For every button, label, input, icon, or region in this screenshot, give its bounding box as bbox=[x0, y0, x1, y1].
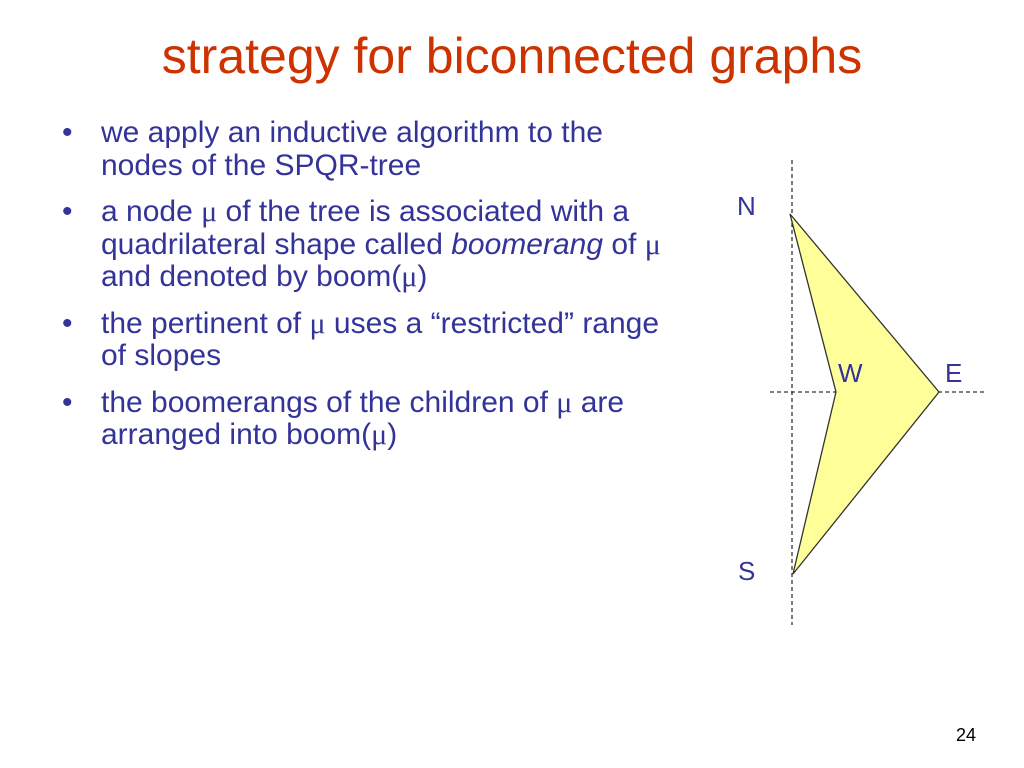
bullet-marker: • bbox=[62, 306, 73, 340]
bullet-marker: • bbox=[62, 195, 73, 228]
mu-symbol: μ bbox=[644, 227, 661, 261]
east-label: E bbox=[945, 358, 963, 388]
bullet-text: a node bbox=[101, 195, 202, 228]
bullet-text: ) bbox=[417, 260, 428, 293]
west-label: W bbox=[838, 358, 863, 388]
bullet-marker: • bbox=[62, 385, 73, 419]
mu-symbol: μ bbox=[201, 195, 218, 228]
bullet-text: ) bbox=[387, 418, 398, 451]
bullet-text: the pertinent of bbox=[101, 306, 310, 340]
bullet-marker: • bbox=[62, 116, 73, 149]
slide-title: strategy for biconnected graphs bbox=[161, 28, 863, 84]
bullet-text: and denoted by boom( bbox=[101, 260, 402, 293]
bullet-text: of bbox=[603, 227, 645, 261]
north-label: N bbox=[737, 191, 756, 221]
boomerang-shape bbox=[790, 214, 939, 574]
mu-symbol: μ bbox=[371, 418, 388, 451]
bullet-text: uses a “restricted” range of slopes bbox=[101, 306, 660, 372]
mu-symbol: μ bbox=[401, 260, 418, 293]
page-number: 24 bbox=[955, 725, 976, 745]
bullet-text: the boomerangs of the children of bbox=[101, 385, 557, 419]
bullet-text: we apply an inductive algorithm to the nodes of the SPQR-tree bbox=[101, 116, 603, 182]
bullet-text: are arranged into boom( bbox=[101, 385, 625, 451]
mu-symbol: μ bbox=[309, 306, 326, 340]
boomerang-emphasis: boomerang bbox=[451, 227, 604, 261]
south-label: S bbox=[738, 556, 756, 586]
mu-symbol: μ bbox=[556, 385, 573, 419]
bullet-text: of the tree is associated with a quadrilateral shape called bbox=[101, 195, 630, 261]
